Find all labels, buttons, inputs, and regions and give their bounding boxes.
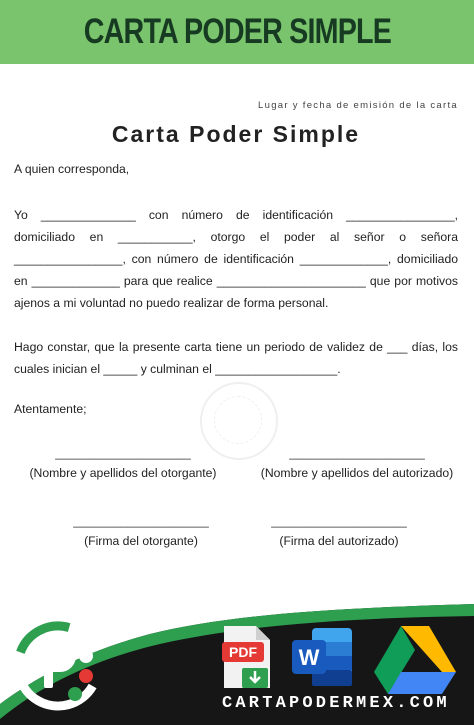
banner-title: CARTA PODER SIMPLE [83,12,391,51]
word-icon [290,626,354,688]
google-drive-icon [372,624,458,694]
signature-block-authorized-name [242,446,472,480]
top-banner [0,0,474,64]
signature-label: (Firma del otorgante) [84,534,198,548]
signature-line: ____________________ [73,514,209,528]
word-label: W [298,645,320,670]
pdf-label: PDF [229,644,257,660]
signature-line: ____________________ [55,446,191,460]
salutation: A quien corresponda, [14,162,130,176]
closing: Atentamente; [14,402,87,416]
signature-block-authorized-signature [224,514,454,548]
paragraph-main: Yo ______________ con número de identificación ________________, domiciliado en ___________, otorgo el poder al señor o señora ________________, con número de identificación _____________, domiciliado en _____________ para que realice ______________________ que por motivos ajenos a mi voluntad no puedo realizar de forma personal. [14,208,458,310]
place-date-line: Lugar y fecha de emisión de la carta [258,100,458,111]
signature-block-grantor-name [8,446,238,480]
signature-label: (Firma del autorizado) [279,534,399,548]
footer [0,594,474,725]
signature-line: ____________________ [271,514,407,528]
letter-document [14,64,458,594]
brand-logo-icon [12,620,104,712]
signature-label: (Nombre y apellidos del autorizado) [260,466,454,480]
signature-block-grantor-signature [26,514,256,548]
pdf-download-icon [220,624,272,690]
paragraph-validity: Hago constar, que la presente carta tiene un periodo de validez de ___ días, los cuales inician el _____ y culminan el __________________. [14,340,458,376]
document-title: Carta Poder Simple [111,121,361,147]
site-url[interactable]: CARTAPODERMEX.COM [222,694,450,713]
signature-line: ____________________ [289,446,425,460]
signature-label: (Nombre y apellidos del otorgante) [29,466,217,480]
